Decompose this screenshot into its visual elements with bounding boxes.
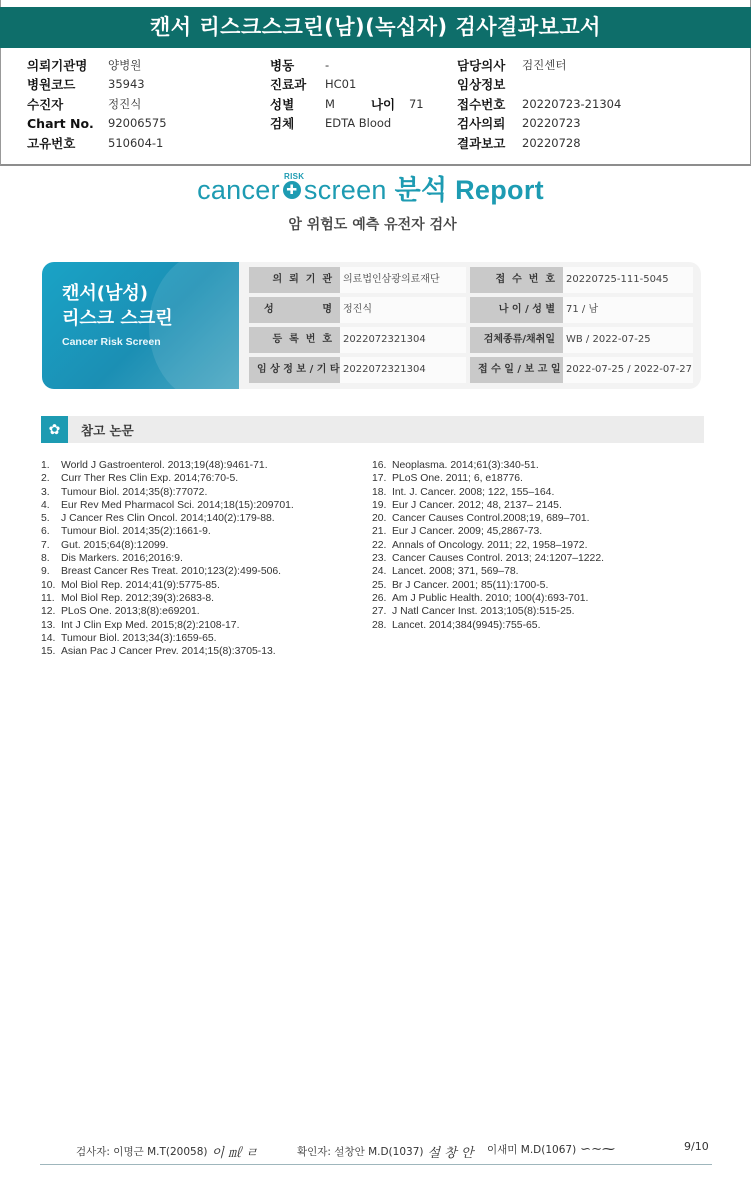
cancer-screen-brand [0,168,741,207]
references-header [41,416,704,443]
doctor2-text: 이새미 M.D(1067) [487,1144,577,1156]
header-field-row [457,75,621,95]
info-grid-row [249,327,693,353]
info-label: 성 명 [249,297,340,323]
reference-item [372,512,604,525]
info-grid-row [249,267,693,293]
reference-number: 2. [41,473,50,485]
header-field-label: 의뢰기관명 [27,57,88,73]
reference-text: Mol Biol Rep. 2012;39(3):2683-8. [61,592,215,604]
brain-icon: ✿ [41,416,68,443]
reference-number: 8. [41,553,50,565]
reference-item [41,632,294,645]
reference-text: Breast Cancer Res Treat. 2010;123(2):499-506. [61,566,282,578]
header-field-value: - [325,57,330,72]
reference-item [41,459,294,472]
header-field-value: 20220723-21304 [522,96,622,111]
reference-item [41,472,294,485]
reference-item [372,619,604,632]
reference-text: Asian Pac J Cancer Prev. 2014;15(8):3705-13. [61,646,276,658]
tester-text: 검사자: 이명근 M.T(20058) [76,1146,208,1158]
brand-screen: screen [303,175,387,205]
info-label: 접 수 일 / 보 고 일 [470,357,563,383]
reference-text: Tumour Biol. 2014;35(2):1661-9. [61,526,211,538]
header-field-label: 진료과 [270,77,307,93]
header-field-label: 병원코드 [27,77,76,93]
reference-number: 24. [372,566,387,578]
reference-item [41,605,294,618]
header-field-value: EDTA Blood [325,116,392,131]
reference-item [372,565,604,578]
header-field-label: 병동 [270,57,295,73]
reference-item [372,605,604,618]
reference-item [372,579,604,592]
header-field-row [457,114,621,134]
reference-number: 13. [41,619,56,631]
reference-text: Lancet. 2014;384(9945):755-65. [392,619,541,631]
reference-number: 28. [372,619,387,631]
info-label: 임 상 정 보 / 기 타 [249,357,340,383]
reference-text: J Natl Cancer Inst. 2013;105(8):515-25. [392,606,575,618]
reference-number: 25. [372,579,387,591]
reference-text: Neoplasma. 2014;61(3):340-51. [392,460,539,471]
reference-item [41,565,294,578]
reference-text: Cancer Causes Control. 2013; 24:1207–1222. [392,553,604,565]
header-field-label: 고유번호 [27,135,76,151]
header-field-label: Chart No. [27,115,94,131]
header-field-value: 정진식 [108,96,142,111]
reference-number: 7. [41,539,50,551]
header-field-row [270,114,424,134]
reference-item [41,486,294,499]
header-field-row [27,114,167,134]
info-value: 2022072321304 [340,327,466,353]
reference-number: 12. [41,606,56,618]
header-field-label: 결과보고 [457,135,506,151]
reference-text: Cancer Causes Control.2008;19, 689–701. [392,513,590,525]
header-field-value: 양병원 [108,57,142,72]
reference-text: Annals of Oncology. 2011; 22, 1958–1972. [392,539,588,551]
header-field-row [457,94,621,114]
header-field-label: 임상정보 [457,77,506,93]
header-field-label: 접수번호 [457,96,506,112]
reference-item [41,552,294,565]
banner-title-2: 리스크 스크린 [62,308,173,329]
reference-number: 21. [372,526,387,538]
header-field-value: 510604-1 [108,135,164,150]
cross-logo-icon: ✚ [283,181,301,199]
reference-item [372,459,604,472]
reference-item [41,539,294,552]
reference-number: 4. [41,499,50,511]
footer-divider [40,1164,712,1165]
info-label: 등 록 번 호 [249,327,340,353]
reference-text: Am J Public Health. 2010; 100(4):693-701. [392,592,589,604]
reference-number: 1. [41,460,50,471]
references-title: 참고 논문 [81,422,134,438]
cancer-risk-banner [42,262,239,389]
footer-doctor2 [487,1142,615,1157]
header-field-row [27,94,167,114]
reference-number: 16. [372,460,387,471]
header-field-value: 20220723 [522,116,581,131]
header-field-row [270,55,424,75]
reference-number: 20. [372,513,387,525]
reference-item [372,552,604,565]
header-column-2 [270,55,424,133]
reference-number: 11. [41,592,55,604]
info-value: 20220725-111-5045 [563,267,693,293]
brand-risk-tag: RISK [284,172,305,181]
header-field-value: 35943 [108,77,145,92]
reference-text: Int J Clin Exp Med. 2015;8(2):2108-17. [61,619,240,631]
info-label: 검체종류/채취일 [470,327,563,353]
header-field-value: 검진센터 [522,57,567,72]
header-age-pair [371,95,424,113]
reference-item [41,512,294,525]
reference-item [372,592,604,605]
reference-text: Dis Markers. 2016;2016:9. [61,553,183,565]
reference-text: Mol Biol Rep. 2014;41(9):5775-85. [61,579,220,591]
confirmer-text: 확인자: 설창안 M.D(1037) [297,1146,424,1158]
info-label: 접 수 번 호 [470,267,563,293]
reference-text: Eur Rev Med Pharmacol Sci. 2014;18(15):209701. [61,499,294,511]
reference-text: Lancet. 2008; 371, 569–78. [392,566,519,578]
header-column-3 [457,55,621,153]
info-label: 나 이 / 성 별 [470,297,563,323]
reference-item [41,645,294,658]
header-column-1 [27,55,167,153]
patient-info-card [42,262,701,389]
reference-text: J Cancer Res Clin Oncol. 2014;140(2):179-88. [61,513,275,525]
header-field-row [270,75,424,95]
reference-number: 27. [372,606,387,618]
report-title: 캔서 리스크스크린(남)(녹십자) 검사결과보고서 [0,7,751,48]
info-value: 71 / 남 [563,297,693,323]
info-label: 의 뢰 기 관 [249,267,340,293]
reference-number: 22. [372,539,387,551]
info-value: 정진식 [340,297,466,323]
banner-title-1: 캔서(남성) [62,283,149,304]
reference-item [372,525,604,538]
reference-number: 3. [41,486,50,498]
reference-item [372,499,604,512]
reference-item [41,619,294,632]
reference-text: World J Gastroenterol. 2013;19(48):9461-71. [61,460,268,471]
tester-signature: 이 ㎖ ㄹ [211,1146,258,1161]
header-field-label: 수진자 [27,96,64,112]
reference-number: 15. [41,646,56,658]
header-field-label: 성별 [270,96,295,112]
footer-confirmer [297,1142,473,1161]
reference-text: Gut. 2015;64(8):12099. [61,539,169,551]
header-age-value: 71 [408,96,424,111]
reference-text: Eur J Cancer. 2009; 45,2867-73. [392,526,543,538]
info-grid-row [249,357,693,383]
info-value: 2022-07-25 / 2022-07-27 [563,357,693,383]
reference-number: 10. [41,579,56,591]
header-field-value: 92006575 [108,116,167,131]
reference-item [372,539,604,552]
reference-text: PLoS One. 2013;8(8):e69201. [61,606,200,618]
reference-text: PLoS One. 2011; 6, e18776. [392,473,523,485]
reference-text: Eur J Cancer. 2012; 48, 2137– 2145. [392,499,562,511]
reference-text: Int. J. Cancer. 2008; 122, 155–164. [392,486,555,498]
brand-cancer: cancer [197,175,280,205]
header-field-value: 20220728 [522,135,581,150]
reference-number: 23. [372,553,387,565]
banner-title-en: Cancer Risk Screen [62,336,161,348]
header-field-row [457,133,621,153]
reference-number: 5. [41,513,50,525]
reference-number: 19. [372,499,387,511]
report-subtitle: 암 위험도 예측 유전자 검사 [288,217,457,233]
reference-number: 18. [372,486,387,498]
reference-item [372,472,604,485]
footer-tester [76,1142,258,1161]
page-number: 9/10 [684,1140,709,1153]
reference-text: Tumour Biol. 2014;35(8):77072. [61,486,208,498]
info-value: 2022072321304 [340,357,466,383]
header-field-value: HC01 [325,77,357,92]
reference-number: 26. [372,592,387,604]
doctor2-signature: ∽∼⁓ [580,1142,615,1157]
reference-text: Curr Ther Res Clin Exp. 2014;76:70-5. [61,473,239,485]
references-list-right [372,459,604,632]
header-field-label: 검사의뢰 [457,116,506,132]
header-field-label: 담당의사 [457,57,506,73]
reference-number: 6. [41,526,50,538]
header-field-row [27,75,167,95]
info-value: WB / 2022-07-25 [563,327,693,353]
info-value: 의료법인삼광의료재단 [340,267,466,293]
info-grid-row [249,297,693,323]
reference-number: 9. [41,566,50,578]
reference-number: 14. [41,632,56,644]
header-field-row [27,133,167,153]
header-age-label: 나이 [370,96,396,112]
brand-report: 분석 Report [394,175,544,205]
reference-item [41,592,294,605]
reference-number: 17. [372,473,387,485]
reference-text: Br J Cancer. 2001; 85(11):1700-5. [392,579,549,591]
header-field-label: 검체 [270,116,295,132]
reference-item [41,525,294,538]
reference-item [372,486,604,499]
references-list-left [41,459,294,658]
reference-item [41,579,294,592]
header-field-value: M [325,96,335,111]
confirmer-signature: 설 창 안 [427,1146,474,1161]
header-field-row [270,94,424,114]
reference-text: Tumour Biol. 2013;34(3):1659-65. [61,632,217,644]
header-field-row [457,55,621,75]
header-field-row [27,55,167,75]
reference-item [41,499,294,512]
